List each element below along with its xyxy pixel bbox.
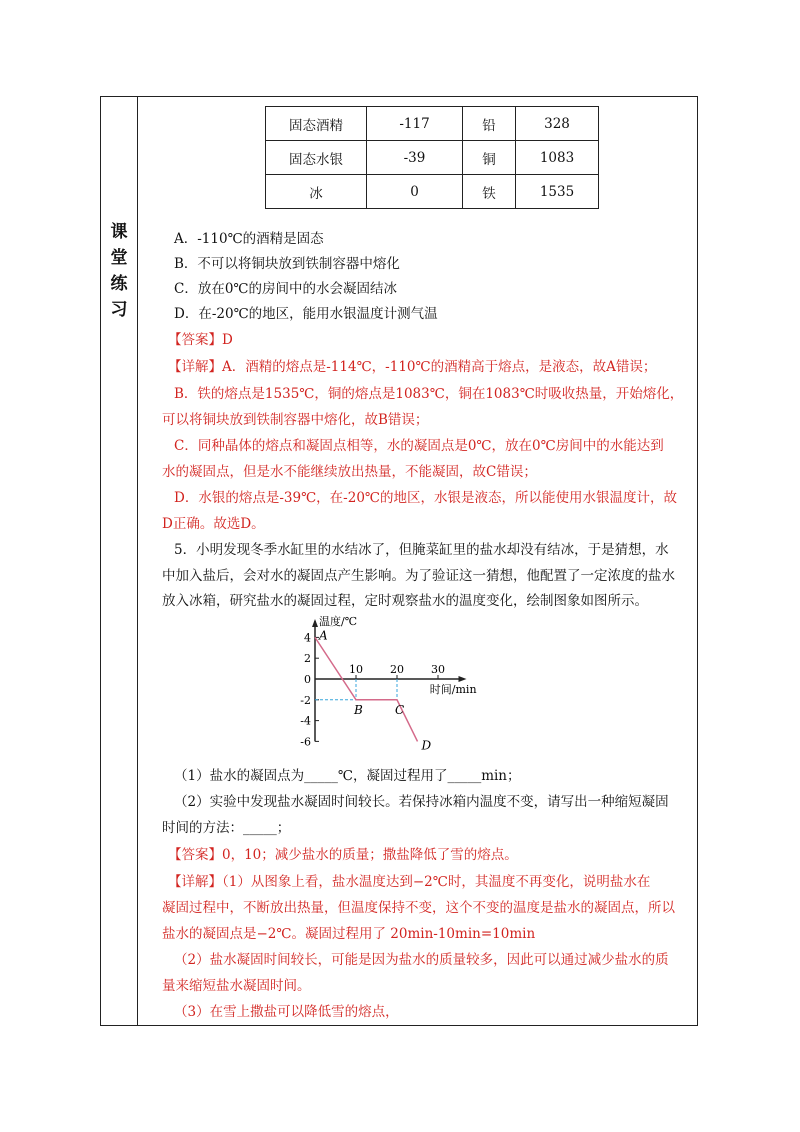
table-cell: -117	[367, 107, 463, 141]
detail-1-line: 水的凝固点，但是水不能继续放出热量，不能凝固，故C错误；	[162, 464, 537, 480]
x-tick-label: 20	[390, 663, 404, 676]
detail-1-line: 可以将铜块放到铁制容器中熔化，故B错误；	[162, 412, 429, 428]
table-cell: 铁	[463, 175, 516, 209]
y-axis-arrow	[312, 619, 318, 627]
y-tick-label: 0	[304, 673, 311, 686]
content-area	[138, 97, 697, 1025]
side-column	[101, 97, 138, 1025]
table-cell: 冰	[266, 175, 367, 209]
side-char: 课	[110, 222, 128, 242]
x-axis-arrow	[459, 676, 467, 682]
option-b: B．不可以将铜块放到铁制容器中熔化	[174, 256, 400, 272]
question-5-line: 中加入盐后，会对水的凝固点产生影响。为了验证这一猜想，他配置了一定浓度的盐水	[162, 568, 675, 584]
side-char: 练	[110, 274, 128, 294]
table-cell: 铅	[463, 107, 516, 141]
answer-1: 【答案】D	[168, 332, 233, 348]
table-cell: -39	[367, 141, 463, 175]
detail-1-line: D．水银的熔点是-39℃，在-20℃的地区，水银是液态，所以能使用水银温度计，故	[174, 490, 678, 506]
side-char: 堂	[110, 248, 128, 268]
y-tick-label: -6	[300, 735, 311, 749]
x-axis-label: 时间/min	[429, 683, 477, 696]
question-5-line: 5．小明发现冬季水缸里的水结冰了，但腌菜缸里的盐水却没有结冰，于是猜想，水	[174, 542, 669, 558]
option-c: C．放在0℃的房间中的水会凝固结冰	[174, 281, 398, 297]
table-row	[266, 175, 599, 209]
table-row	[266, 141, 599, 175]
lesson-frame	[100, 96, 698, 1026]
detail-2-line: 盐水的凝固点是−2℃。凝固过程用了 20min-10min=10min	[162, 926, 536, 942]
temperature-time-chart	[298, 611, 498, 751]
sub-question-2-cont: 时间的方法：_____；	[162, 820, 291, 836]
side-label	[109, 219, 129, 323]
detail-2-line: 量来缩短盐水凝固时间。	[162, 978, 311, 994]
detail-2-line: （3）在雪上撒盐可以降低雪的熔点，	[174, 1004, 399, 1020]
detail-2-line: 凝固过程中，不断放出热量，但温度保持不变，这个不变的温度是盐水的凝固点，所以	[162, 900, 675, 916]
table-cell: 固态水银	[266, 141, 367, 175]
melting-point-table	[265, 106, 599, 209]
y-axis-label: 温度/℃	[319, 615, 358, 628]
y-tick-label: -2	[300, 693, 311, 707]
point-label: D	[421, 738, 432, 751]
sub-question-1: （1）盐水的凝固点为_____℃，凝固过程用了_____min；	[174, 768, 521, 784]
option-d: D．在-20℃的地区，能用水银温度计测气温	[174, 306, 438, 322]
table-row	[266, 107, 599, 141]
point-label: A	[319, 628, 328, 643]
detail-1-line: B．铁的熔点是1535℃，铜的熔点是1083℃，铜在1083℃时吸收热量，开始熔化，	[174, 386, 684, 402]
point-label: C	[395, 702, 405, 717]
detail-2-line: （2）盐水凝固时间较长，可能是因为盐水的质量较多，因此可以通过减少盐水的质	[174, 952, 669, 968]
x-tick-label: 30	[431, 663, 445, 676]
point-label: B	[354, 702, 363, 717]
table-cell: 1535	[516, 175, 599, 209]
x-tick-label: 10	[349, 663, 363, 676]
question-5-line: 放入冰箱，研究盐水的凝固过程，定时观察盐水的温度变化，绘制图象如图所示。	[162, 593, 648, 609]
table-cell: 固态酒精	[266, 107, 367, 141]
answer-2: 【答案】0，10；减少盐水的质量；撒盐降低了雪的熔点。	[168, 847, 518, 863]
detail-1-line: D正确。故选D。	[162, 516, 265, 532]
series-line	[315, 637, 418, 741]
table-cell: 铜	[463, 141, 516, 175]
detail-1-line: C．同种晶体的熔点和凝固点相等，水的凝固点是0℃，放在0℃房间中的水能达到	[174, 438, 664, 454]
y-tick-label: -4	[300, 714, 311, 728]
sub-question-2: （2）实验中发现盐水凝固时间较长。若保持冰箱内温度不变，请写出一种缩短凝固	[174, 794, 669, 810]
table-cell: 0	[367, 175, 463, 209]
y-tick-label: 2	[304, 652, 311, 666]
y-tick-label: 4	[304, 631, 311, 645]
option-a: A．-110℃的酒精是固态	[174, 231, 324, 247]
table-cell: 328	[516, 107, 599, 141]
detail-1-line: 【详解】A．酒精的熔点是-114℃，-110℃的酒精高于熔点，是液态，故A错误；	[168, 359, 657, 375]
detail-2-line: 【详解】（1）从图象上看，盐水温度达到−2℃时，其温度不再变化，说明盐水在	[168, 874, 651, 890]
side-char: 习	[110, 300, 128, 320]
table-cell: 1083	[516, 141, 599, 175]
